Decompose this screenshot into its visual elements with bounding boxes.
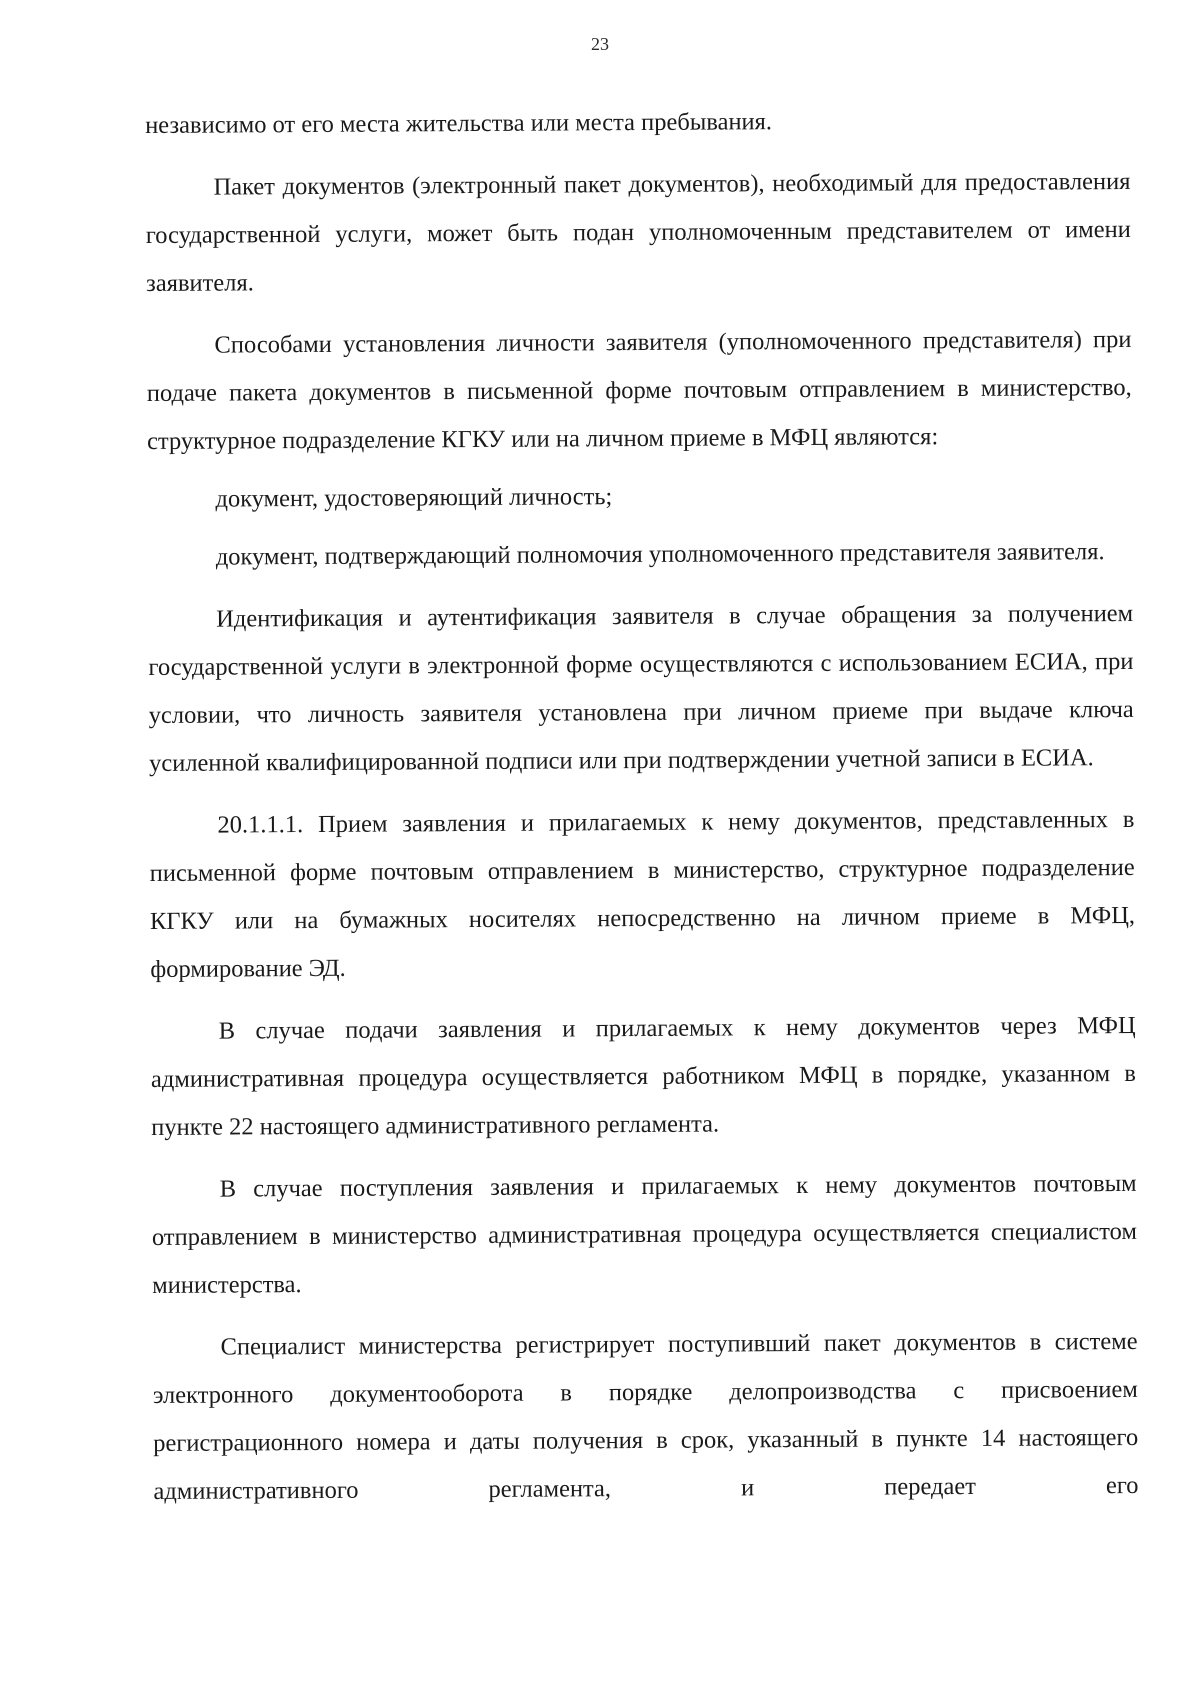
paragraph-postal-submission: В случае поступления заявления и прилагаемых к нему документов почтовым отправлением в министерство административная процедура осуществляется специалистом министерства. [151,1169,1138,1299]
paragraph-identification-esia: Идентификация и аутентификация заявителя в случае обращения за получением государственной услуги в электронной форме осуществляются с использованием ЕСИА, при условии, что личность заявителя установлена при личном приеме при выдаче ключа усиленной квалифицированной подписи или при подтверждении учетной записи в ЕСИА. [148,599,1134,777]
page-number: 23 [591,34,609,54]
document-body [145,96,1139,1516]
list-item-identity-document: документ, удостоверяющий личность; [215,483,613,513]
paragraph-continuation: независимо от его места жительства или места пребывания. [145,108,773,139]
paragraph-mfc-submission: В случае подачи заявления и прилагаемых к нему документов через МФЦ административная процедура осуществляется работником МФЦ в порядке, указанном в пункте 22 настоящего административного регламента. [150,1011,1137,1141]
list-item-authority-document: документ, подтверждающий полномочия уполномоченного представителя заявителя. [215,538,1105,571]
paragraph-identity-methods: Способами установления личности заявителя (уполномоченного представителя) при подаче пакета документов в письменной форме почтовым отправлением в министерство, структурное подразделение КГКУ или на личном приеме в МФЦ являются: [146,325,1132,455]
paragraph-document-package: Пакет документов (электронный пакет документов), необходимый для предоставления государственной услуги, может быть подан уполномоченным представителем от имени заявителя. [145,167,1131,297]
paragraph-registration: Специалист министерства регистрирует поступивший пакет документов в системе электронного документооборота в порядке делопроизводства с присвоением регистрационного номера и даты получения в срок, указанный в пункте 14 настоящего административного регламента, и передает его [152,1327,1139,1505]
paragraph-section-20-1-1-1: 20.1.1.1. Прием заявления и прилагаемых к нему документов, представленных в письменной форме почтовым отправлением в министерство, структурное подразделение КГКУ или на бумажных носителях непосредственно на личном приеме в МФЦ, формирование ЭД. [149,805,1136,983]
